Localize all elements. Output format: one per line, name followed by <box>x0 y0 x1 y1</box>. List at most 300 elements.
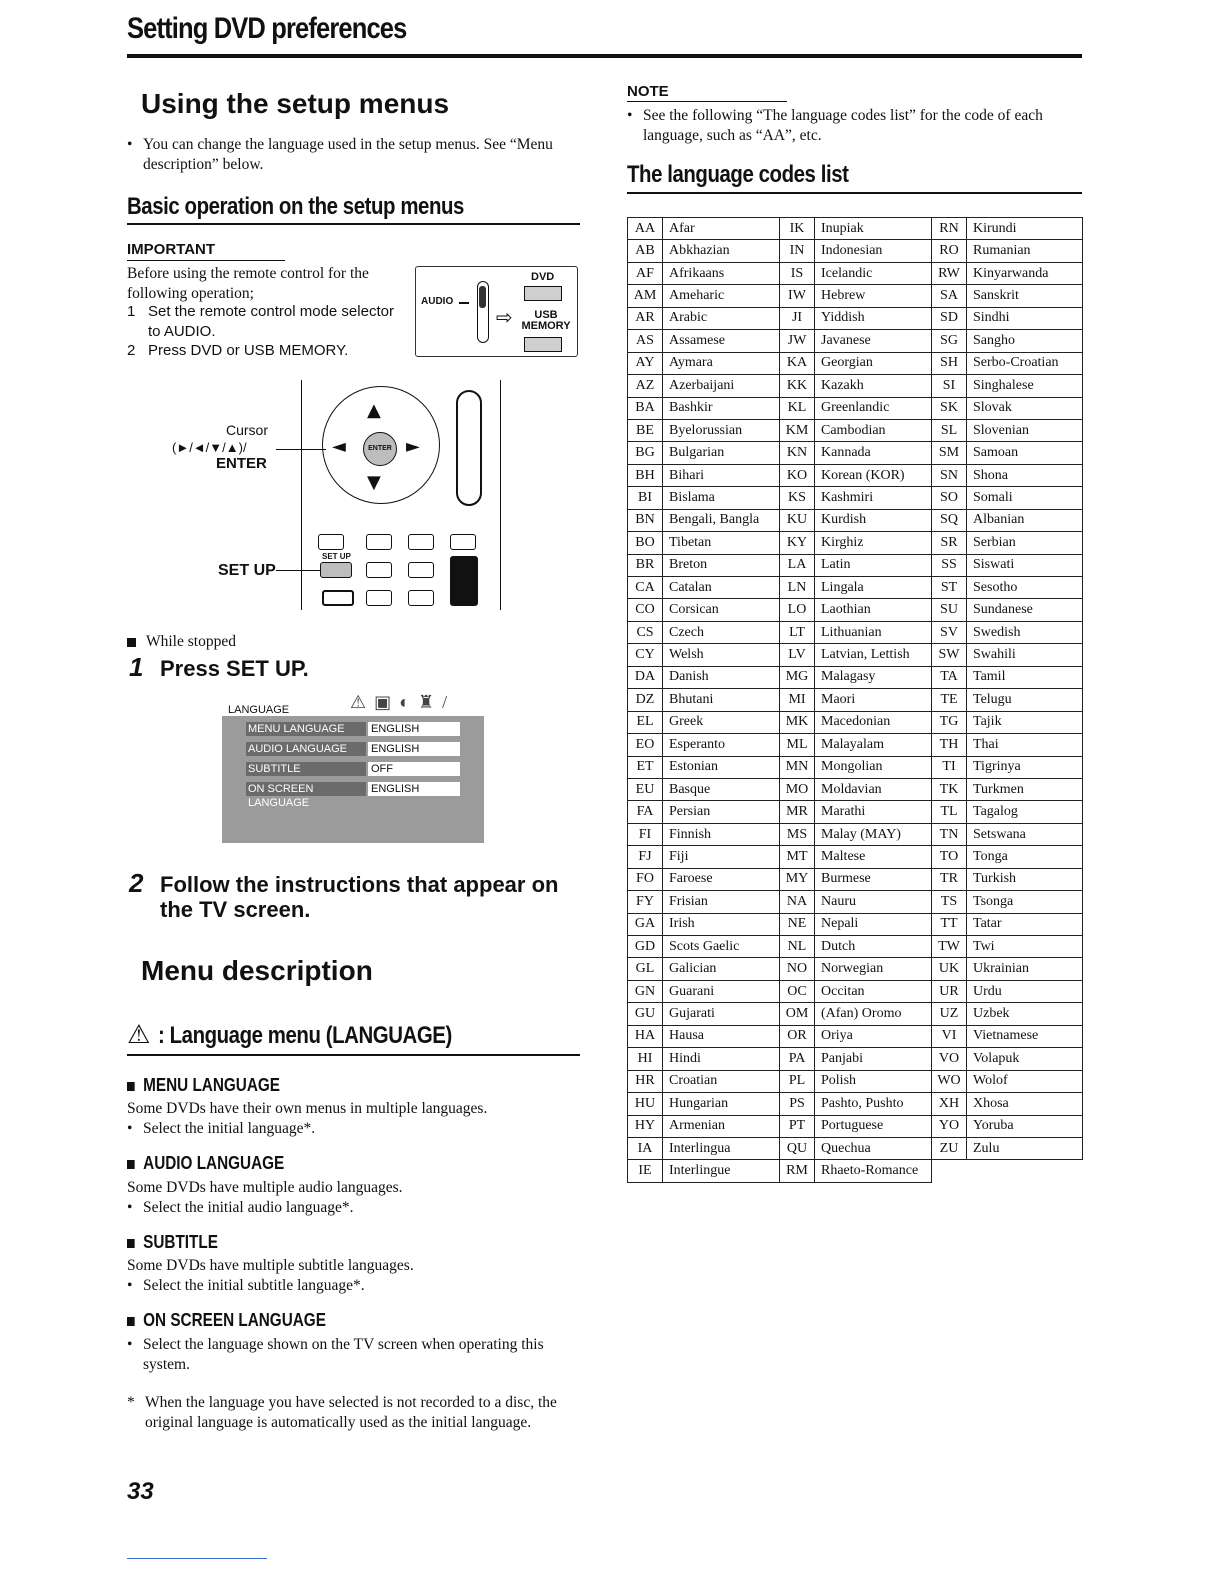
language-code: TK <box>932 778 967 800</box>
table-row <box>628 1093 1083 1115</box>
language-code: SH <box>932 352 967 374</box>
language-code: ET <box>628 756 663 778</box>
language-name: Galician <box>663 958 780 980</box>
osd-row-value: ENGLISH <box>368 722 460 736</box>
language-name: Gujarati <box>663 1003 780 1025</box>
language-name: Greenlandic <box>815 397 932 419</box>
language-code: FI <box>628 823 663 845</box>
table-row <box>628 868 1083 890</box>
table-row <box>628 689 1083 711</box>
language-name: Tajik <box>967 711 1083 733</box>
language-name: Maltese <box>815 846 932 868</box>
language-name: Abkhazian <box>663 240 780 262</box>
osd-row-audio-language <box>244 741 462 757</box>
language-name: Tamil <box>967 666 1083 688</box>
language-code: SL <box>932 419 967 441</box>
language-name: Tatar <box>967 913 1083 935</box>
language-name: Bengali, Bangla <box>663 509 780 531</box>
language-name: Kannada <box>815 442 932 464</box>
pre-step-2-text: Press DVD or USB MEMORY. <box>148 342 349 359</box>
language-code: FJ <box>628 846 663 868</box>
language-name: Burmese <box>815 868 932 890</box>
language-code: CA <box>628 577 663 599</box>
language-name: Icelandic <box>815 262 932 284</box>
language-code: BG <box>628 442 663 464</box>
language-name: Catalan <box>663 577 780 599</box>
note-label: NOTE <box>627 83 669 100</box>
language-code: IA <box>628 1137 663 1159</box>
language-name: Greek <box>663 711 780 733</box>
language-name: Lithuanian <box>815 621 932 643</box>
language-name: Kazakh <box>815 375 932 397</box>
enter-button: ENTER <box>363 432 397 466</box>
language-name: Sindhi <box>967 307 1083 329</box>
table-row <box>628 240 1083 262</box>
language-name: Javanese <box>815 330 932 352</box>
language-code: TH <box>932 734 967 756</box>
language-code: AB <box>628 240 663 262</box>
language-code: TN <box>932 823 967 845</box>
language-code: SK <box>932 397 967 419</box>
language-code: IW <box>780 285 815 307</box>
language-menu-heading: : Language menu (LANGUAGE) <box>158 1022 452 1049</box>
language-code: BH <box>628 464 663 486</box>
cursor-keys-label: (►/◄/▼/▲)/ <box>172 440 247 455</box>
language-name: Sesotho <box>967 577 1083 599</box>
subtitle-desc: Some DVDs have multiple subtitle languages. <box>127 1257 414 1274</box>
footnote-text: When the language you have selected is not recorded to a disc, the original language is automatically used as the initial language. <box>145 1394 557 1431</box>
cursor-right-icon: ► <box>406 436 420 457</box>
language-code: PL <box>780 1070 815 1092</box>
osd-row-value: ENGLISH <box>368 782 460 796</box>
table-row <box>628 913 1083 935</box>
language-name: Arabic <box>663 307 780 329</box>
setup-intro-text: You can change the language used in the setup menus. See “Menu description” below. <box>143 136 553 173</box>
language-code: TI <box>932 756 967 778</box>
language-name: Telugu <box>967 689 1083 711</box>
table-row <box>628 846 1083 868</box>
subtitle-title <box>127 1232 218 1253</box>
language-name: Sanskrit <box>967 285 1083 307</box>
codes-rule <box>627 192 1082 194</box>
language-name: Corsican <box>663 599 780 621</box>
note-bullet: • See the following “The language codes list” for the code of each language, such as “AA”, etc. <box>627 106 1082 146</box>
setup-heading: Using the setup menus <box>141 88 450 119</box>
language-name: Setswana <box>967 823 1083 845</box>
language-code: LN <box>780 577 815 599</box>
language-code: UR <box>932 980 967 1002</box>
mode-selector-switch <box>477 281 489 343</box>
language-code: NL <box>780 936 815 958</box>
language-code: KL <box>780 397 815 419</box>
while-stopped-text: While stopped <box>146 633 236 650</box>
language-name: Estonian <box>663 756 780 778</box>
pre-step-1-num: 1 <box>127 303 136 320</box>
language-code: SG <box>932 330 967 352</box>
language-code: TL <box>932 801 967 823</box>
language-code: MN <box>780 756 815 778</box>
language-name: Albanian <box>967 509 1083 531</box>
table-row <box>628 375 1083 397</box>
basic-operation-rule <box>127 223 580 225</box>
empty-cell <box>967 1160 1083 1182</box>
table-row <box>628 554 1083 576</box>
important-rule <box>127 260 285 261</box>
osd-row-value: ENGLISH <box>368 742 460 756</box>
volume-rocker <box>456 390 482 506</box>
osd-row-subtitle <box>244 761 462 777</box>
title-rule <box>127 54 1082 58</box>
language-code: GL <box>628 958 663 980</box>
table-row <box>628 352 1083 374</box>
language-name: Fiji <box>663 846 780 868</box>
language-code: TW <box>932 936 967 958</box>
language-menu-icon: ⚠ <box>127 1020 151 1050</box>
language-code: IN <box>780 240 815 262</box>
language-code: DA <box>628 666 663 688</box>
language-code: UZ <box>932 1003 967 1025</box>
language-name: Scots Gaelic <box>663 936 780 958</box>
language-code: MS <box>780 823 815 845</box>
table-row <box>628 218 1083 240</box>
language-name: Bulgarian <box>663 442 780 464</box>
language-codes-table <box>627 217 1083 1183</box>
language-code: TR <box>932 868 967 890</box>
language-name: Bihari <box>663 464 780 486</box>
table-row <box>628 285 1083 307</box>
language-code: BI <box>628 487 663 509</box>
language-name: Irish <box>663 913 780 935</box>
table-row <box>628 1003 1083 1025</box>
language-code: BO <box>628 532 663 554</box>
menu-language-bullet-text: Select the initial language*. <box>143 1120 316 1137</box>
table-row <box>628 621 1083 643</box>
table-row <box>628 756 1083 778</box>
step1-text: Press SET UP. <box>160 656 309 681</box>
language-name: Inupiak <box>815 218 932 240</box>
page-title: Setting DVD preferences <box>127 12 407 45</box>
language-code: AM <box>628 285 663 307</box>
table-row <box>628 532 1083 554</box>
language-name: Mongolian <box>815 756 932 778</box>
table-row <box>628 442 1083 464</box>
language-code: SN <box>932 464 967 486</box>
language-name: Hungarian <box>663 1093 780 1115</box>
language-name: Breton <box>663 554 780 576</box>
page-number: 33 <box>127 1478 154 1505</box>
language-code: LV <box>780 644 815 666</box>
language-name: Samoan <box>967 442 1083 464</box>
language-code: ML <box>780 734 815 756</box>
setup-label: SET UP <box>218 562 276 579</box>
language-code: BE <box>628 419 663 441</box>
language-name: Hausa <box>663 1025 780 1047</box>
pre-step-2-num: 2 <box>127 342 136 359</box>
table-row <box>628 666 1083 688</box>
language-code: GA <box>628 913 663 935</box>
language-code: AR <box>628 307 663 329</box>
language-code: MO <box>780 778 815 800</box>
language-code: JI <box>780 307 815 329</box>
language-name: Somali <box>967 487 1083 509</box>
language-name: Nepali <box>815 913 932 935</box>
language-code: KY <box>780 532 815 554</box>
language-code: WO <box>932 1070 967 1092</box>
language-name: Guarani <box>663 980 780 1002</box>
language-code: TE <box>932 689 967 711</box>
mode-selector-illustration <box>415 266 578 357</box>
language-code: NE <box>780 913 815 935</box>
language-code: CY <box>628 644 663 666</box>
language-code: MK <box>780 711 815 733</box>
language-code: HR <box>628 1070 663 1092</box>
language-code: EL <box>628 711 663 733</box>
language-name: Hebrew <box>815 285 932 307</box>
language-code: NA <box>780 891 815 913</box>
table-row <box>628 1025 1083 1047</box>
language-name: Rhaeto-Romance <box>815 1160 932 1182</box>
language-name: Serbian <box>967 532 1083 554</box>
language-name: Norwegian <box>815 958 932 980</box>
table-row <box>628 823 1083 845</box>
setup-key-label: SET UP <box>322 552 351 561</box>
language-code: XH <box>932 1093 967 1115</box>
language-name: Volapuk <box>967 1048 1083 1070</box>
language-code: LO <box>780 599 815 621</box>
language-code: BR <box>628 554 663 576</box>
language-name: Macedonian <box>815 711 932 733</box>
language-code: KO <box>780 464 815 486</box>
language-code: KM <box>780 419 815 441</box>
language-name: (Afan) Oromo <box>815 1003 932 1025</box>
arrow-right-icon: ⇨ <box>496 305 513 329</box>
language-name: Slovenian <box>967 419 1083 441</box>
language-code: NO <box>780 958 815 980</box>
language-code: BA <box>628 397 663 419</box>
menu-language-title <box>127 1075 280 1096</box>
language-name: Interlingue <box>663 1160 780 1182</box>
language-code: VO <box>932 1048 967 1070</box>
audio-language-title <box>127 1153 284 1174</box>
on-screen-language-bullet: • Select the language shown on the TV screen when operating this system. <box>127 1335 582 1375</box>
selector-audio-label: AUDIO <box>421 296 454 307</box>
language-code: TA <box>932 666 967 688</box>
table-row <box>628 577 1083 599</box>
language-name: Finnish <box>663 823 780 845</box>
language-code: MR <box>780 801 815 823</box>
osd-row-key: AUDIO LANGUAGE <box>246 742 366 756</box>
language-code: KK <box>780 375 815 397</box>
language-name: Marathi <box>815 801 932 823</box>
language-name: Hindi <box>663 1048 780 1070</box>
table-row <box>628 330 1083 352</box>
language-name: Korean (KOR) <box>815 464 932 486</box>
osd-row-menu-language <box>244 721 462 737</box>
language-name: Basque <box>663 778 780 800</box>
language-name: Tonga <box>967 846 1083 868</box>
language-name: Indonesian <box>815 240 932 262</box>
language-code: MI <box>780 689 815 711</box>
language-name: Georgian <box>815 352 932 374</box>
language-name: Wolof <box>967 1070 1083 1092</box>
language-code: LA <box>780 554 815 576</box>
step1-num: 1 <box>129 652 144 682</box>
language-code: RN <box>932 218 967 240</box>
table-row <box>628 487 1083 509</box>
language-name: Armenian <box>663 1115 780 1137</box>
language-name: Tibetan <box>663 532 780 554</box>
table-row <box>628 1048 1083 1070</box>
language-name: Swahili <box>967 644 1083 666</box>
language-code: HY <box>628 1115 663 1137</box>
menu-description-heading: Menu description <box>141 955 373 986</box>
language-code: CS <box>628 621 663 643</box>
note-text: See the following “The language codes list” for the code of each language, such as “AA”, etc. <box>643 107 1043 144</box>
setup-key <box>320 562 352 578</box>
table-row <box>628 397 1083 419</box>
language-code: TS <box>932 891 967 913</box>
language-code: SS <box>932 554 967 576</box>
language-name: Kirundi <box>967 218 1083 240</box>
language-code: YO <box>932 1115 967 1137</box>
cursor-down-icon: ▼ <box>367 472 381 493</box>
important-text: Before using the remote control for the following operation; <box>127 265 369 302</box>
table-row <box>628 464 1083 486</box>
language-code: TT <box>932 913 967 935</box>
table-row <box>628 1115 1083 1137</box>
audio-language-desc: Some DVDs have multiple audio languages. <box>127 1179 403 1196</box>
table-row <box>628 599 1083 621</box>
language-name: Lingala <box>815 577 932 599</box>
footer-line <box>127 1558 267 1559</box>
language-code: SD <box>932 307 967 329</box>
osd-row-value: OFF <box>368 762 460 776</box>
language-name: Kurdish <box>815 509 932 531</box>
dvd-button <box>524 286 562 301</box>
language-code: LT <box>780 621 815 643</box>
menu-language-title-text: MENU LANGUAGE <box>143 1075 280 1095</box>
language-name: Slovak <box>967 397 1083 419</box>
audio-language-title-text: AUDIO LANGUAGE <box>143 1153 285 1173</box>
language-name: Shona <box>967 464 1083 486</box>
language-name: Xhosa <box>967 1093 1083 1115</box>
table-row <box>628 1137 1083 1159</box>
language-name: Sundanese <box>967 599 1083 621</box>
language-name: Faroese <box>663 868 780 890</box>
table-row <box>628 711 1083 733</box>
language-name: Maori <box>815 689 932 711</box>
footnote: * When the language you have selected is not recorded to a disc, the original language is automatically used as the initial language. <box>127 1393 587 1433</box>
remote-illustration <box>160 380 520 612</box>
table-row <box>628 980 1083 1002</box>
language-name: Tsonga <box>967 891 1083 913</box>
language-code: PA <box>780 1048 815 1070</box>
language-code: IE <box>628 1160 663 1182</box>
language-code: EO <box>628 734 663 756</box>
language-code: KN <box>780 442 815 464</box>
language-code: TG <box>932 711 967 733</box>
table-row <box>628 1070 1083 1092</box>
language-code: GD <box>628 936 663 958</box>
language-name: Polish <box>815 1070 932 1092</box>
language-code: ST <box>932 577 967 599</box>
language-code: MY <box>780 868 815 890</box>
language-name: Malayalam <box>815 734 932 756</box>
language-code: FA <box>628 801 663 823</box>
language-name: Ukrainian <box>967 958 1083 980</box>
osd-row-on-screen-language <box>244 781 462 809</box>
language-name: Vietnamese <box>967 1025 1083 1047</box>
language-code: UK <box>932 958 967 980</box>
language-name: Tigrinya <box>967 756 1083 778</box>
on-screen-language-title-text: ON SCREEN LANGUAGE <box>143 1310 326 1330</box>
cursor-left-icon: ◄ <box>332 436 346 457</box>
language-name: Kashmiri <box>815 487 932 509</box>
language-code: CO <box>628 599 663 621</box>
language-code: EU <box>628 778 663 800</box>
language-code: MT <box>780 846 815 868</box>
menu-language-desc: Some DVDs have their own menus in multiple languages. <box>127 1100 488 1117</box>
pre-step-1-text: Set the remote control mode selector to AUDIO. <box>148 303 394 340</box>
language-code: KA <box>780 352 815 374</box>
language-name: Nauru <box>815 891 932 913</box>
codes-heading: The language codes list <box>627 161 849 188</box>
language-code: OR <box>780 1025 815 1047</box>
language-code: BN <box>628 509 663 531</box>
language-code: HA <box>628 1025 663 1047</box>
language-name: Swedish <box>967 621 1083 643</box>
selector-usb-label: USB MEMORY <box>521 309 571 332</box>
language-code: IK <box>780 218 815 240</box>
language-name: Siswati <box>967 554 1083 576</box>
language-name: Urdu <box>967 980 1083 1002</box>
osd-row-key: ON SCREEN LANGUAGE <box>246 782 366 796</box>
language-name: Czech <box>663 621 780 643</box>
language-code: DZ <box>628 689 663 711</box>
selector-dvd-label: DVD <box>531 271 555 283</box>
language-code: RM <box>780 1160 815 1182</box>
language-code: GN <box>628 980 663 1002</box>
language-name: Occitan <box>815 980 932 1002</box>
audio-language-bullet-text: Select the initial audio language*. <box>143 1199 354 1216</box>
language-code: SA <box>932 285 967 307</box>
language-name: Pashto, Pushto <box>815 1093 932 1115</box>
language-code: PT <box>780 1115 815 1137</box>
language-name: Yiddish <box>815 307 932 329</box>
table-row <box>628 734 1083 756</box>
language-code: SV <box>932 621 967 643</box>
language-name: Afrikaans <box>663 262 780 284</box>
language-name: Sangho <box>967 330 1083 352</box>
language-name: Danish <box>663 666 780 688</box>
language-name: Interlingua <box>663 1137 780 1159</box>
osd-row-key: SUBTITLE <box>246 762 366 776</box>
empty-cell <box>932 1160 967 1182</box>
table-row <box>628 936 1083 958</box>
important-label: IMPORTANT <box>127 241 216 258</box>
language-name: Assamese <box>663 330 780 352</box>
language-name: Persian <box>663 801 780 823</box>
language-name: Turkish <box>967 868 1083 890</box>
language-code: TO <box>932 846 967 868</box>
language-code: AF <box>628 262 663 284</box>
language-code: PS <box>780 1093 815 1115</box>
language-name: Bislama <box>663 487 780 509</box>
usb-memory-button <box>524 337 562 352</box>
language-name: Oriya <box>815 1025 932 1047</box>
language-code: RW <box>932 262 967 284</box>
language-name: Malay (MAY) <box>815 823 932 845</box>
